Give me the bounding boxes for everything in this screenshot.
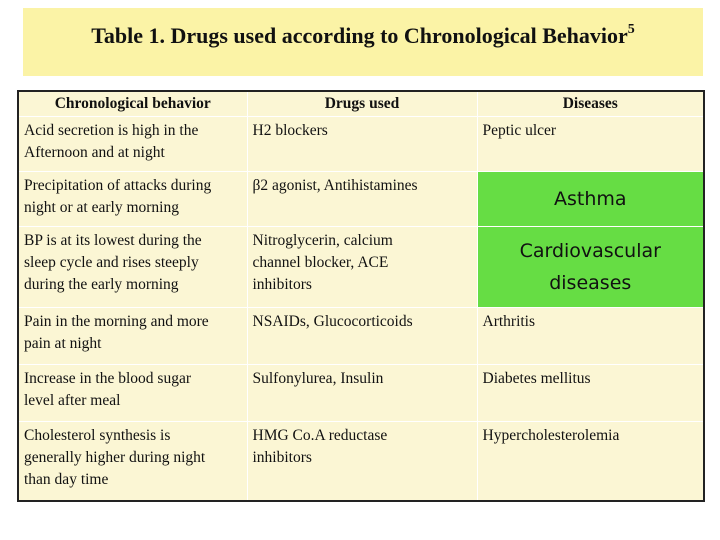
behavior-cell: Pain in the morning and more pain at night — [18, 308, 247, 365]
table-title-banner — [23, 8, 703, 76]
disease-cell-highlighted: Asthma — [477, 172, 704, 227]
drugs-cell: Nitroglycerin, calcium channel blocker, ACE inhibitors — [247, 227, 477, 308]
table-row — [18, 227, 704, 308]
table-title: Table 1. Drugs used according to Chronological Behavior$^5$ — [91, 21, 635, 48]
table-row — [18, 365, 704, 422]
disease-cell: Hypercholesterolemia — [477, 422, 704, 502]
behavior-cell: Acid secretion is high in the Afternoon and at night — [18, 117, 247, 172]
drugs-cell: NSAIDs, Glucocorticoids — [247, 308, 477, 365]
table-row — [18, 422, 704, 502]
disease-cell: Arthritis — [477, 308, 704, 365]
table-row — [18, 308, 704, 365]
behavior-cell: Precipitation of attacks during night or at early morning — [18, 172, 247, 227]
disease-cell: Diabetes mellitus — [477, 365, 704, 422]
table-row — [18, 172, 704, 227]
table-row — [18, 117, 704, 172]
header-drugs-used: Drugs used — [247, 91, 477, 117]
table-header-row — [18, 91, 704, 117]
behavior-cell: BP is at its lowest during the sleep cycle and rises steeply during the early morning — [18, 227, 247, 308]
behavior-cell: Increase in the blood sugar level after meal — [18, 365, 247, 422]
disease-cell-highlighted: Cardiovascular diseases — [477, 227, 704, 308]
citation-superscript: 5 — [627, 21, 635, 37]
drugs-cell: H2 blockers — [247, 117, 477, 172]
disease-cell: Peptic ulcer — [477, 117, 704, 172]
header-chronological-behavior: Chronological behavior — [18, 91, 247, 117]
drugs-cell: β2 agonist, Antihistamines — [247, 172, 477, 227]
drugs-cell: HMG Co.A reductase inhibitors — [247, 422, 477, 502]
drugs-table — [17, 90, 705, 502]
drugs-cell: Sulfonylurea, Insulin — [247, 365, 477, 422]
behavior-cell: Cholesterol synthesis is generally higher during night than day time — [18, 422, 247, 502]
header-diseases: Diseases — [477, 91, 704, 117]
